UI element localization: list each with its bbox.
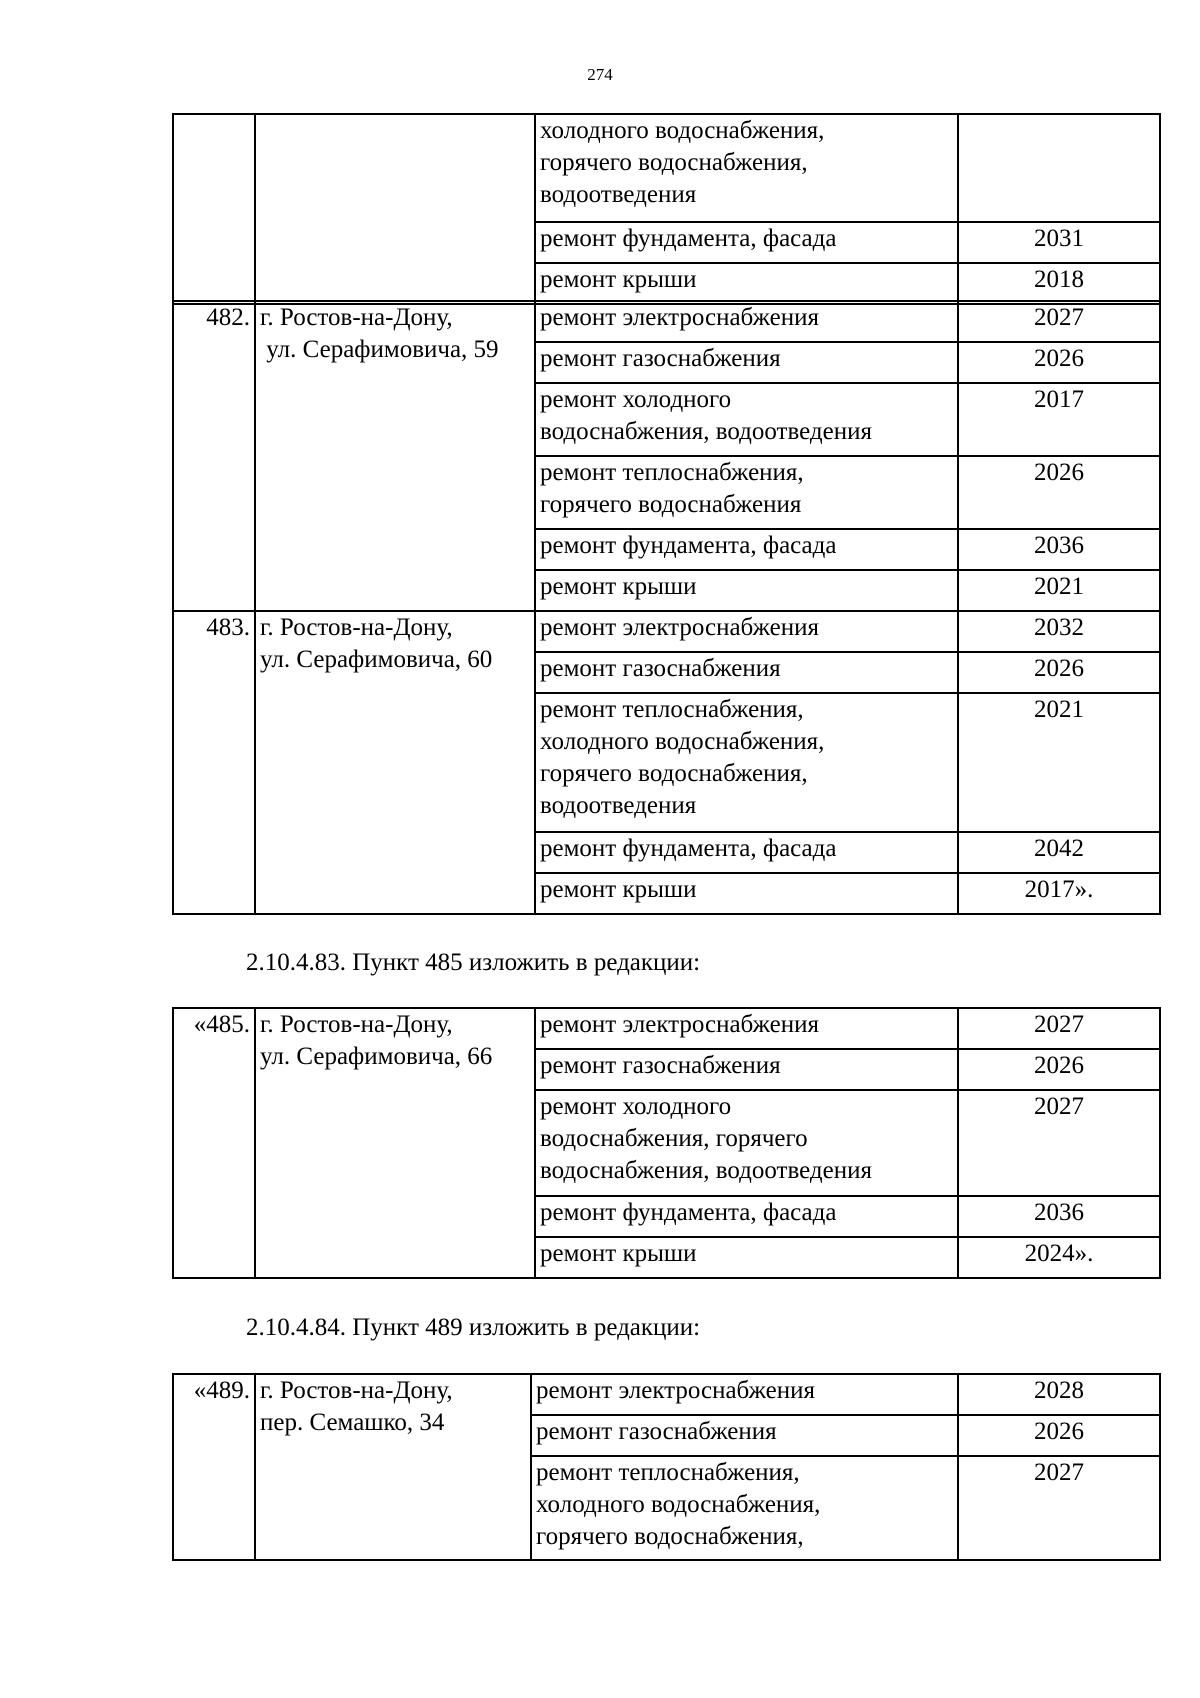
year-cell: 2042 xyxy=(958,832,1160,873)
year-cell: 2028 xyxy=(958,1374,1160,1415)
year-cell: 2026 xyxy=(958,342,1160,383)
year-cell xyxy=(958,114,1160,222)
work-cell: ремонт крыши xyxy=(535,263,958,304)
year-cell: 2036 xyxy=(958,529,1160,570)
page-number: 274 xyxy=(587,65,613,84)
year-cell: 2031 xyxy=(958,222,1160,263)
entry-489-table xyxy=(172,1373,1161,1561)
work-cell: ремонт фундамента, фасада xyxy=(535,222,958,263)
entry-address: г. Ростов-на-Дону, ул. Серафимовича, 60 xyxy=(255,611,535,914)
work-cell: ремонт газоснабжения xyxy=(531,1415,958,1456)
work-cell: ремонт электроснабжения xyxy=(535,301,958,342)
year-cell: 2027 xyxy=(958,1090,1160,1196)
amendment-paragraph: 2.10.4.84. Пункт 489 изложить в редакции: xyxy=(246,1314,701,1341)
work-cell: ремонт холодного водоснабжения, водоотведения xyxy=(535,383,958,456)
num-cell xyxy=(173,114,255,304)
year-cell: 2027 xyxy=(958,301,1160,342)
year-cell: 2026 xyxy=(958,1415,1160,1456)
address-cell xyxy=(255,114,535,304)
year-cell: 2018 xyxy=(958,263,1160,304)
work-cell: ремонт теплоснабжения, холодного водоснабжения, горячего водоснабжения, водоотведения xyxy=(535,693,958,832)
year-cell: 2024». xyxy=(958,1237,1160,1278)
year-cell: 2017 xyxy=(958,383,1160,456)
year-cell: 2036 xyxy=(958,1196,1160,1237)
work-cell: ремонт фундамента, фасада xyxy=(535,832,958,873)
entry-number: 482. xyxy=(173,301,255,611)
work-cell: ремонт холодного водоснабжения, горячего водоснабжения, водоотведения xyxy=(535,1090,958,1196)
year-cell: 2027 xyxy=(958,1008,1160,1049)
amendment-paragraph: 2.10.4.83. Пункт 485 изложить в редакции: xyxy=(246,949,701,976)
entry-address: г. Ростов-на-Дону, ул. Серафимовича, 59 xyxy=(255,301,535,611)
work-cell: ремонт теплоснабжения, холодного водоснабжения, горячего водоснабжения, xyxy=(531,1456,958,1560)
entry-number: «489. xyxy=(173,1374,255,1560)
work-cell: ремонт газоснабжения xyxy=(535,652,958,693)
work-cell: ремонт крыши xyxy=(535,1237,958,1278)
work-cell: ремонт фундамента, фасада xyxy=(535,1196,958,1237)
entry-485-table xyxy=(172,1007,1161,1279)
work-cell: ремонт электроснабжения xyxy=(531,1374,958,1415)
work-cell: ремонт газоснабжения xyxy=(535,1049,958,1090)
year-cell: 2027 xyxy=(958,1456,1160,1560)
entries-table xyxy=(172,300,1161,915)
year-cell: 2026 xyxy=(958,1049,1160,1090)
work-cell: ремонт газоснабжения xyxy=(535,342,958,383)
year-cell: 2026 xyxy=(958,652,1160,693)
work-cell: ремонт теплоснабжения, горячего водоснабжения xyxy=(535,456,958,529)
work-cell: ремонт фундамента, фасада xyxy=(535,529,958,570)
year-cell: 2032 xyxy=(958,611,1160,652)
year-cell: 2017». xyxy=(958,873,1160,914)
work-cell: холодного водоснабжения, горячего водоснабжения, водоотведения xyxy=(535,114,958,222)
work-cell: ремонт крыши xyxy=(535,570,958,611)
continuation-table xyxy=(172,113,1161,305)
year-cell: 2021 xyxy=(958,693,1160,832)
work-cell: ремонт электроснабжения xyxy=(535,611,958,652)
entry-number: 483. xyxy=(173,611,255,914)
year-cell: 2026 xyxy=(958,456,1160,529)
work-cell: ремонт электроснабжения xyxy=(535,1008,958,1049)
work-cell: ремонт крыши xyxy=(535,873,958,914)
entry-address: г. Ростов-на-Дону, ул. Серафимовича, 66 xyxy=(255,1008,535,1278)
entry-number: «485. xyxy=(173,1008,255,1278)
entry-address: г. Ростов-на-Дону, пер. Семашко, 34 xyxy=(255,1374,531,1560)
year-cell: 2021 xyxy=(958,570,1160,611)
